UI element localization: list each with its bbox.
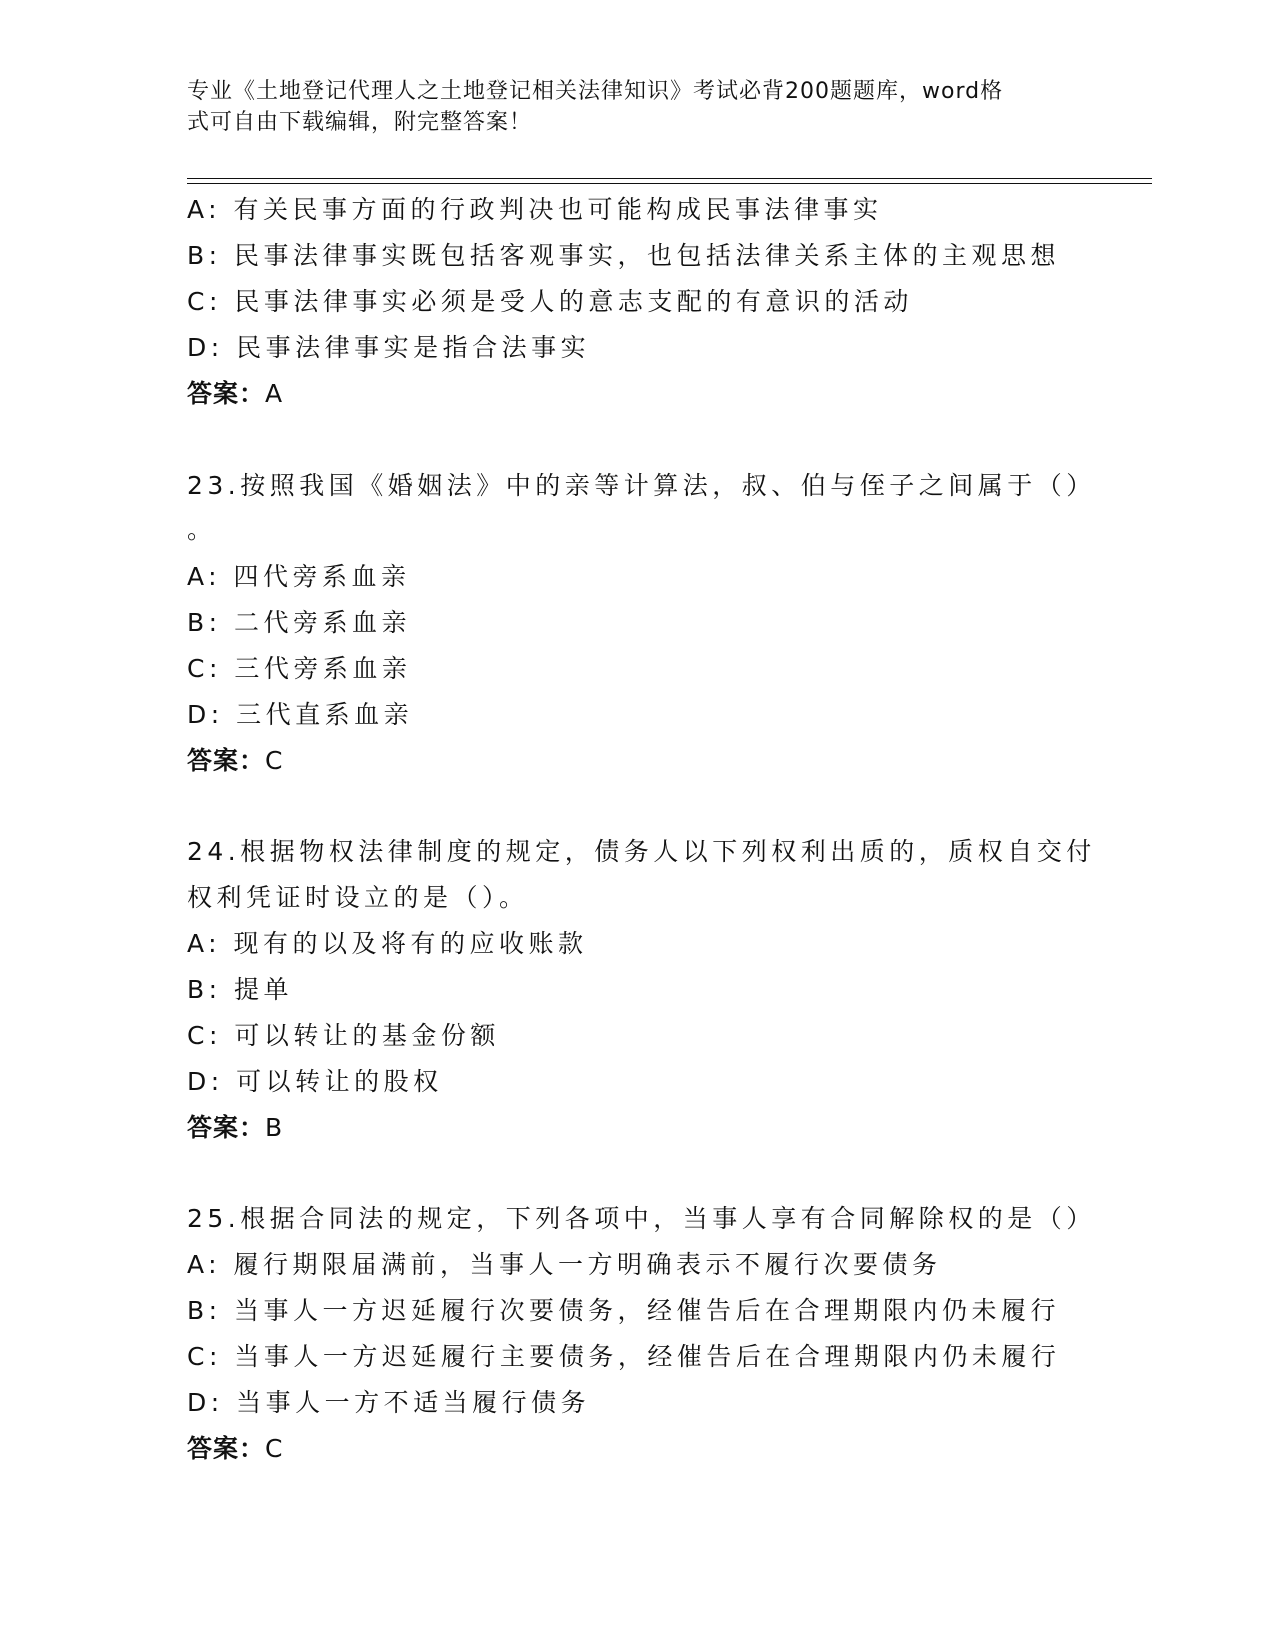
q23-option-c: C: 三代旁系血亲 <box>187 654 412 683</box>
q23-answer-label: 答案： <box>187 746 266 775</box>
q25-answer-value: C <box>265 1434 284 1463</box>
q25-option-c: C: 当事人一方迟延履行主要债务，经催告后在合理期限内仍未履行 <box>187 1342 1061 1371</box>
q24-option-a: A: 现有的以及将有的应收账款 <box>187 929 588 958</box>
q24-answer <box>187 1112 283 1144</box>
q22-option-a: A: 有关民事方面的行政判决也可能构成民事法律事实 <box>187 195 883 224</box>
header-line-1: 专业《土地登记代理人之土地登记相关法律知识》考试必背200题题库，word格 <box>187 79 1004 104</box>
q22-answer <box>187 378 283 410</box>
q25-option-a: A: 履行期限届满前，当事人一方明确表示不履行次要债务 <box>187 1250 942 1279</box>
q24-option-b: B: 提单 <box>187 975 294 1004</box>
q25-option-d: D: 当事人一方不适当履行债务 <box>187 1388 591 1417</box>
q22-option-d: D: 民事法律事实是指合法事实 <box>187 333 591 362</box>
q25-option-b: B: 当事人一方迟延履行次要债务，经催告后在合理期限内仍未履行 <box>187 1296 1061 1325</box>
q23-option-a: A: 四代旁系血亲 <box>187 562 411 591</box>
q24-answer-label: 答案： <box>187 1113 266 1142</box>
q25-answer <box>187 1433 283 1465</box>
q24-stem-line-2: 权利凭证时设立的是（）。 <box>187 883 529 912</box>
header-rule-top <box>187 178 1152 179</box>
q23-option-b: B: 二代旁系血亲 <box>187 608 412 637</box>
q23-answer-value: C <box>265 746 284 775</box>
q24-answer-value: B <box>265 1113 284 1142</box>
q23-answer <box>187 745 283 777</box>
header-rule-bottom <box>187 183 1152 184</box>
document-header <box>187 76 1077 138</box>
q23-stem-line-2: 。 <box>187 515 217 544</box>
q24-option-d: D: 可以转让的股权 <box>187 1067 443 1096</box>
q24-option-c: C: 可以转让的基金份额 <box>187 1021 500 1050</box>
header-line-2: 式可自由下载编辑，附完整答案！ <box>187 110 533 135</box>
q25-answer-label: 答案： <box>187 1434 266 1463</box>
q22-option-c: C: 民事法律事实必须是受人的意志支配的有意识的活动 <box>187 287 913 316</box>
q22-answer-value: A <box>265 379 284 408</box>
q22-answer-label: 答案： <box>187 379 266 408</box>
q22-option-b: B: 民事法律事实既包括客观事实，也包括法律关系主体的主观思想 <box>187 241 1061 270</box>
q23-option-d: D: 三代直系血亲 <box>187 700 414 729</box>
q24-stem-line-1: 24.根据物权法律制度的规定，债务人以下列权利出质的，质权自交付 <box>187 837 1096 866</box>
q25-stem-line-1: 25.根据合同法的规定，下列各项中，当事人享有合同解除权的是（） <box>187 1204 1096 1233</box>
q23-stem-line-1: 23.按照我国《婚姻法》中的亲等计算法，叔、伯与侄子之间属于（） <box>187 471 1096 500</box>
